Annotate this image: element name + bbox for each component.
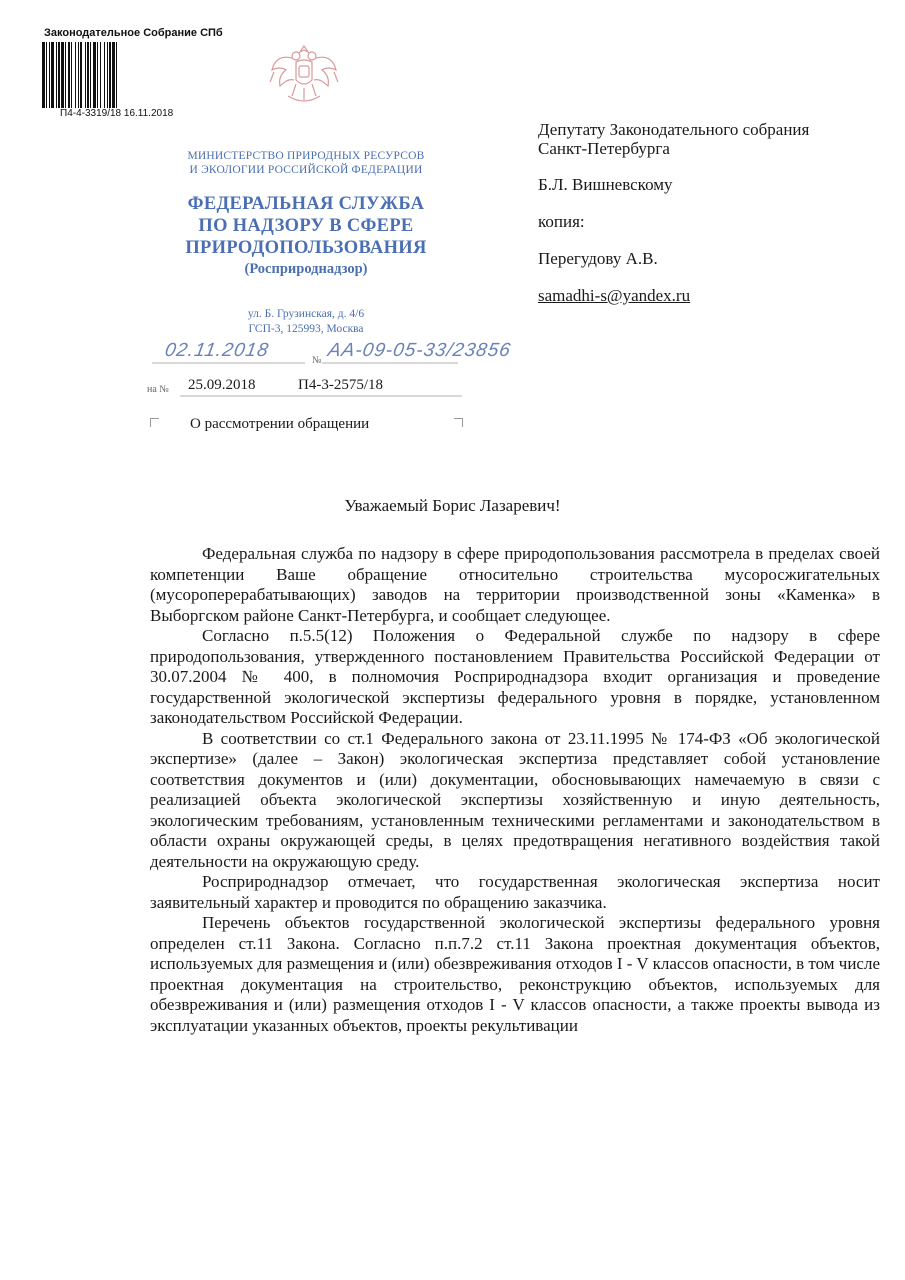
recipient-city: Санкт-Петербурга (538, 139, 670, 158)
subject-corner-mark (150, 418, 159, 427)
address-line: ул. Б. Грузинская, д. 4/6 (247, 308, 365, 320)
number-label: № (312, 355, 322, 366)
stamp-registration: П4-4-3319/18 16.11.2018 (60, 108, 174, 119)
letter-subject: О рассмотрении обращении (190, 416, 370, 432)
reference-label: на № (147, 384, 169, 395)
body-paragraph: Федеральная служба по надзору в сфере природопользования рассмотрела в пределах своей компетенции Ваше обращение относительно строительства мусоросжигательных (мусороперерабатывающих) заводов на территории производственной зоны «Каменка» в Выборгском районе Санкт-Петербурга, и сообщает следующее. (150, 544, 880, 625)
body-paragraph: Росприроднадзор отмечает, что государственная экологическая экспертиза носит заявительный характер и проводится по обращению заказчика. (150, 872, 880, 912)
copy-label: копия: (538, 212, 585, 231)
barcode-image (40, 40, 190, 110)
service-line: ФЕДЕРАЛЬНАЯ СЛУЖБА (187, 194, 425, 214)
recipient-email: samadhi-s@yandex.ru (538, 286, 691, 305)
body-paragraph: Перечень объектов государственной экологической экспертизы федерального уровня определен ст.11 Закона. Согласно п.п.7.2 ст.11 Закона проектная документация объектов, используемых для размещения и (или) обезвреживания отходов I - V классов опасности, в том числе проектная документация на строительство, реконструкцию объектов, используемых для обезвреживания и (или) размещения отходов I - V классов опасности, а также проекты вывода из эксплуатации указанных объектов, проекты рекультивации (150, 913, 880, 1035)
service-name (150, 193, 462, 259)
copy-recipient: Перегудову А.В. (538, 249, 658, 268)
reference-underline (180, 394, 462, 398)
address-line: ГСП-3, 125993, Москва (248, 323, 364, 335)
stamp-organization: Законодательное Собрание СПб (44, 27, 223, 39)
service-address (150, 307, 462, 337)
salutation: Уважаемый Борис Лазаревич! (344, 496, 561, 515)
ministry-line: И ЭКОЛОГИИ РОССИЙСКОЙ ФЕДЕРАЦИИ (189, 164, 423, 176)
outgoing-date-handwritten: 02.11.2018 (163, 340, 271, 361)
outgoing-number-handwritten: АА-09-05-33/23856 (326, 340, 513, 361)
recipient-name: Б.Л. Вишневскому (538, 175, 673, 194)
service-line: ПО НАДЗОРУ В СФЕРЕ (198, 216, 414, 236)
body-paragraph: В соответствии со ст.1 Федерального закона от 23.11.1995 № 174-ФЗ «Об экологической экспертизе» (далее – Закон) экологическая экспертиза представляет собой установление соответствия документов и (или) документации, обосновывающих намечаемую в связи с реализацией объекта экологической экспертизы хозяйственную и иную деятельность, экологическим требованиям, установленным техническими регламентами и законодательством в области охраны окружающей среды, в целях предотвращения негативного воздействия такой деятельности на окружающую среду. (150, 728, 880, 871)
body-paragraph: Согласно п.5.5(12) Положения о Федеральной службе по надзору в сфере природопользования, утвержденного постановлением Правительства Российской Федерации от 30.07.2004 № 400, в полномочия Росприроднадзора входит организация и проведение государственной экологической экспертизы федерального уровня в порядке, установленном законодательством Российской Федерации. (150, 626, 880, 727)
service-line: ПРИРОДОПОЛЬЗОВАНИЯ (185, 238, 427, 258)
ministry-line: МИНИСТЕРСТВО ПРИРОДНЫХ РЕСУРСОВ (187, 150, 425, 162)
subject-corner-mark (454, 418, 463, 427)
reference-number: П4-3-2575/18 (298, 377, 383, 393)
letter-body (150, 544, 880, 1036)
double-headed-eagle-emblem (266, 36, 342, 112)
reference-date: 25.09.2018 (188, 377, 256, 393)
service-abbreviation: (Росприроднадзор) (244, 261, 368, 277)
recipient-title: Депутату Законодательного собрания (538, 120, 810, 139)
ministry-name (150, 149, 462, 177)
